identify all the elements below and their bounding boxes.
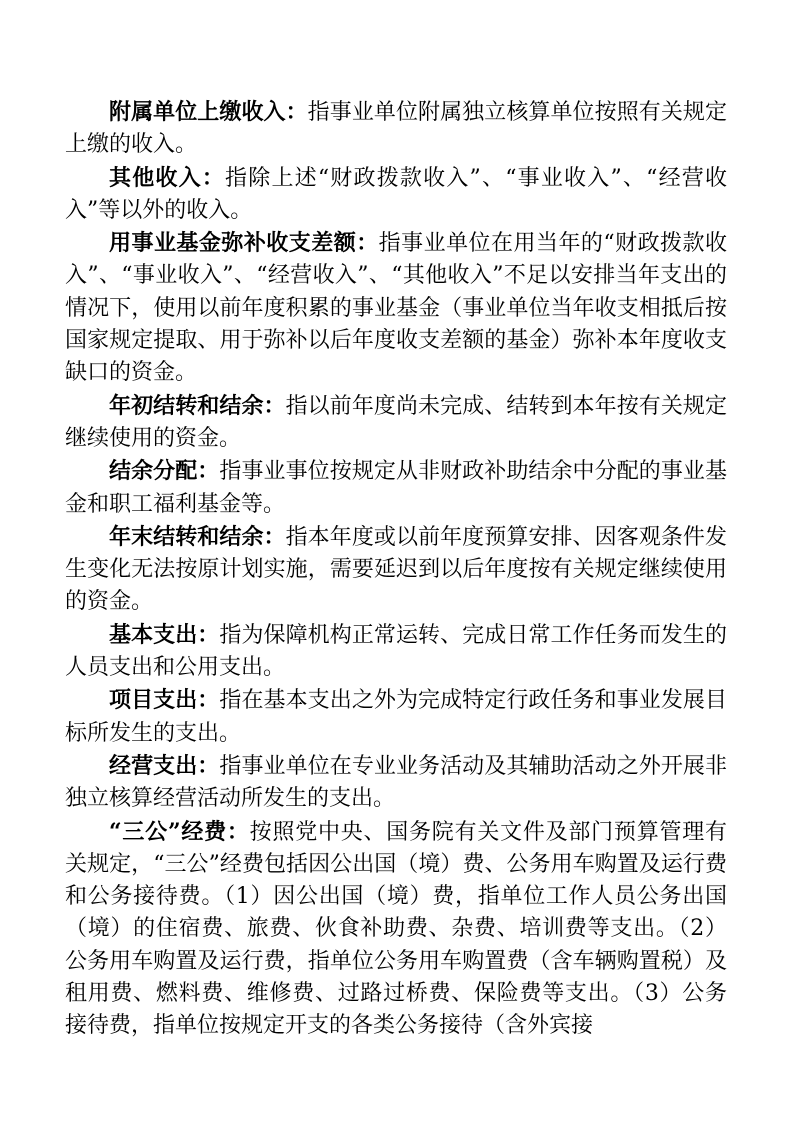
- definition-body: 指为保障机构正常运转、完成日常工作任务而发生的人员支出和公用支出。: [65, 622, 727, 681]
- definition-term: 年末结转和结余：: [109, 523, 286, 550]
- definition-body: 指事业事位按规定从非财政补助结余中分配的事业基金和职工福利基金等。: [65, 459, 727, 517]
- page-content: [65, 96, 727, 1043]
- definition-term: 基本支出：: [109, 621, 220, 648]
- definition-paragraph: [65, 227, 727, 389]
- definition-term: 项目支出：: [109, 687, 220, 714]
- definition-term: 用事业基金弥补收支差额：: [109, 230, 379, 257]
- definition-paragraph: [65, 521, 727, 619]
- definition-body: 指事业单位在用当年的“财政拨款收入”、“事业收入”、“经营收入”、“其他收入”不足以安排当年支出的情况下，使用以前年度积累的事业基金（事业单位当年收支相抵后按国家规定提取、用于弥补以后年度收支差额的基金）弥补本年度收支缺口的资金。: [65, 231, 727, 386]
- definition-term: “三公”经费：: [109, 818, 250, 845]
- definition-term: 经营支出：: [109, 752, 220, 779]
- definition-paragraph: [65, 390, 727, 456]
- definition-paragraph: [65, 96, 727, 162]
- definition-body: 指除上述“财政拨款收入”、“事业收入”、“经营收入”等以外的收入。: [65, 165, 727, 223]
- definition-paragraph: [65, 750, 727, 816]
- definition-paragraph: [65, 684, 727, 750]
- definition-paragraph: [65, 619, 727, 685]
- definition-term: 附属单位上缴收入：: [109, 99, 308, 125]
- definition-body: 指在基本支出之外为完成特定行政任务和事业发展目标所发生的支出。: [65, 688, 727, 746]
- definition-term: 年初结转和结余：: [109, 392, 286, 419]
- definition-body: 指本年度或以前年度预算安排、因客观条件发生变化无法按原计划实施，需要延迟到以后年度按有关规定继续使用的资金。: [65, 524, 727, 615]
- definition-paragraph: [65, 162, 727, 228]
- definition-body: 指事业单位附属独立核算单位按照有关规定上缴的收入。: [65, 100, 727, 158]
- definition-term: 其他收入：: [109, 164, 226, 191]
- definition-body: 指事业单位在专业业务活动及其辅助活动之外开展非独立核算经营活动所发生的支出。: [65, 753, 727, 812]
- definition-paragraph: [65, 816, 727, 1043]
- definition-term: 结余分配：: [109, 458, 220, 485]
- definition-paragraph: [65, 455, 727, 521]
- definition-body: 按照党中央、国务院有关文件及部门预算管理有关规定，“三公”经费包括因公出国（境）费、公务用车购置及运行费和公务接待费。（1）因公出国（境）费，指单位工作人员公务出国（境）的住宿费、旅费、伙食补助费、杂费、培训费等支出。（2）公务用车购置及运行费，指单位公务用车购置费（含车辆购置税）及租用费、燃料费、维修费、过路过桥费、保险费等支出。（3）公务接待费，指单位按规定开支的各类公务接待（含外宾接: [65, 819, 727, 1039]
- definition-body: 指以前年度尚未完成、结转到本年按有关规定继续使用的资金。: [65, 393, 727, 451]
